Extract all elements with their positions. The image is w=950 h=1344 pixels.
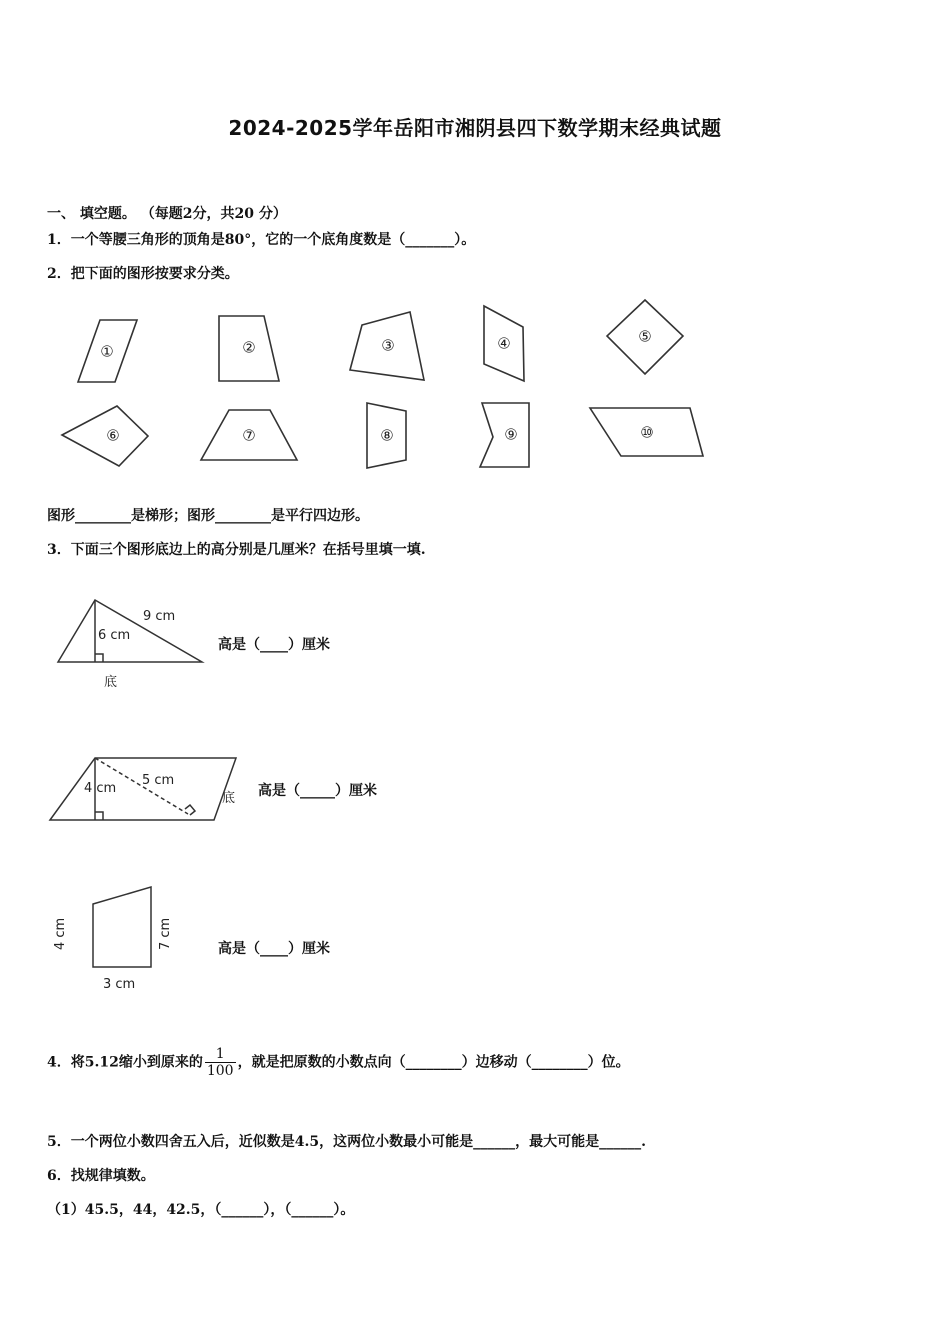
question-5: 5．一个两位小数四舍五入后，近似数是4.5，这两位小数最小可能是______，最大可能是______. bbox=[47, 1134, 646, 1150]
trapezoid-left-label: 4 cm bbox=[53, 917, 68, 950]
shape-label: ⑤ bbox=[638, 327, 652, 346]
fraction bbox=[205, 1046, 236, 1079]
parallelogram-figure bbox=[40, 748, 250, 830]
question-1: 1．一个等腰三角形的顶角是80°，它的一个底角度数是（_______）。 bbox=[47, 232, 476, 248]
shape-label: ⑧ bbox=[380, 426, 394, 445]
shape-label: ⑦ bbox=[242, 426, 256, 445]
triangle-side-label: 9 cm bbox=[143, 609, 176, 624]
page-title: 2024-2025学年岳阳市湘阴县四下数学期末经典试题 bbox=[228, 116, 722, 140]
shape-label: ⑩ bbox=[640, 423, 654, 442]
question-3: 3．下面三个图形底边上的高分别是几厘米？在括号里填一填. bbox=[47, 542, 426, 558]
shape-label: ⑥ bbox=[106, 426, 120, 445]
question-2-answer: 图形________是梯形；图形________是平行四边形。 bbox=[47, 508, 369, 524]
question-4-after: ，就是把原数的小数点向（________）边移动（________）位。 bbox=[237, 1054, 630, 1071]
figure-1-answer: 高是（____）厘米 bbox=[218, 637, 330, 653]
shapes-figure bbox=[0, 290, 760, 480]
parallelogram-base-label: 底 bbox=[222, 791, 236, 806]
shape-label: ④ bbox=[497, 334, 511, 353]
figure-2-answer: 高是（_____）厘米 bbox=[258, 783, 377, 799]
fraction-denominator: 100 bbox=[206, 1063, 234, 1079]
triangle-figure bbox=[40, 590, 220, 695]
shape-label: ① bbox=[100, 342, 114, 361]
figure-3-answer: 高是（____）厘米 bbox=[218, 941, 330, 957]
parallelogram-diag-label: 5 cm bbox=[142, 773, 175, 788]
trapezoid-figure bbox=[40, 880, 200, 995]
question-6: 6．找规律填数。 bbox=[47, 1168, 155, 1184]
triangle-base-label: 底 bbox=[104, 675, 118, 690]
question-2: 2．把下面的图形按要求分类。 bbox=[47, 266, 239, 282]
parallelogram-height-label: 4 cm bbox=[84, 781, 117, 796]
question-6-part-1: （1）45.5，44，42.5，（______），（______）。 bbox=[47, 1202, 355, 1218]
shape-label: ③ bbox=[381, 336, 395, 355]
fraction-numerator: 1 bbox=[205, 1046, 236, 1063]
trapezoid-right-label: 7 cm bbox=[158, 917, 173, 950]
shape-label: ⑨ bbox=[504, 425, 518, 444]
shape-label: ② bbox=[242, 338, 256, 357]
section-heading: 一、 填空题。 （每题2分，共20 分） bbox=[47, 206, 287, 222]
triangle-height-label: 6 cm bbox=[98, 628, 131, 643]
shape-6 bbox=[62, 406, 148, 466]
question-4-before: 4．将5.12缩小到原来的 bbox=[47, 1054, 203, 1071]
trapezoid-bottom-label: 3 cm bbox=[103, 977, 136, 992]
question-4 bbox=[47, 1046, 630, 1079]
